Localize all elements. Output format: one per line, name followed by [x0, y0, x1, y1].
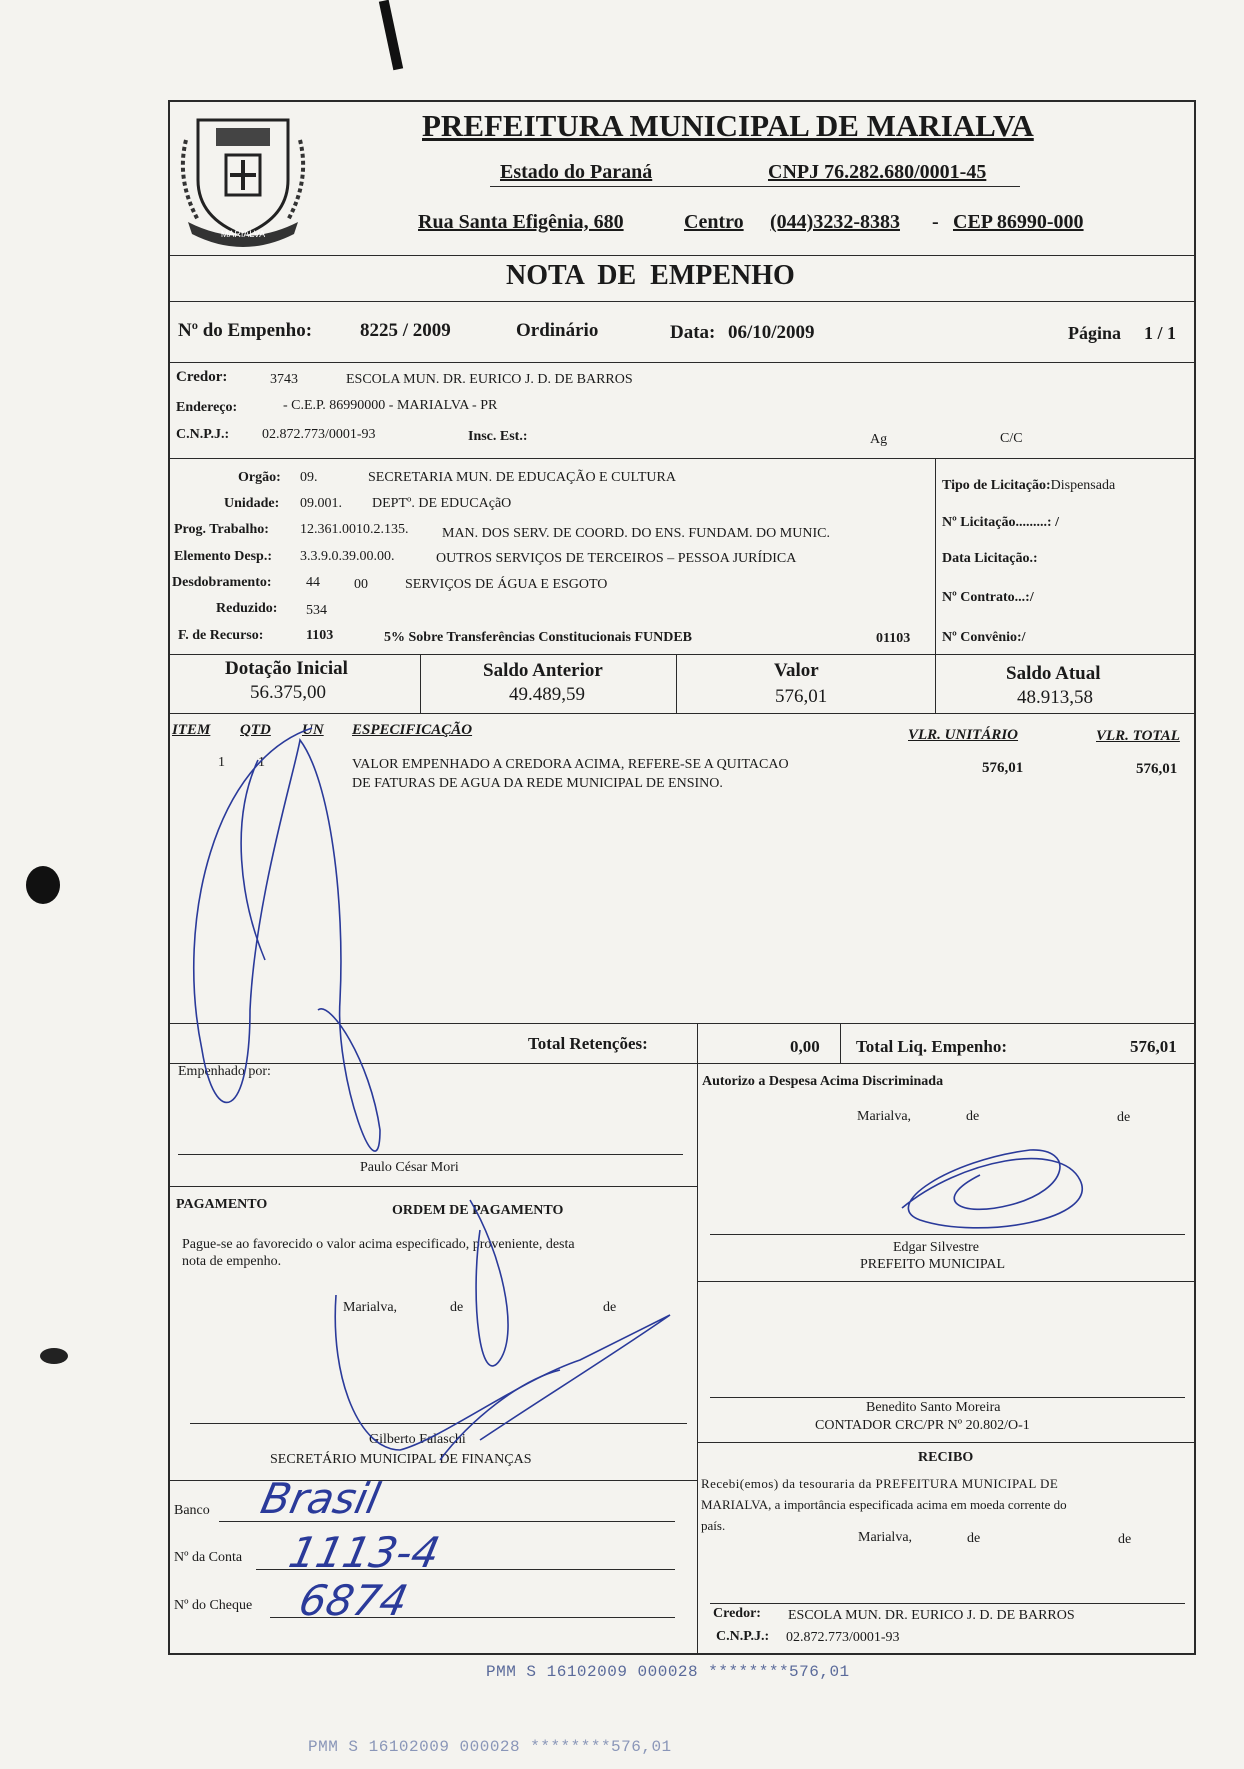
col-un: UN — [302, 722, 324, 738]
empenhado-label: Empenhado por: — [178, 1064, 271, 1079]
unidade-name: DEPTº. DE EDUCAçãO — [372, 496, 512, 511]
header-district: Centro — [684, 211, 744, 233]
valor-value: 576,01 — [775, 686, 828, 707]
retencoes-value: 0,00 — [790, 1037, 820, 1056]
ordem-pagamento-label: ORDEM DE PAGAMENTO — [392, 1203, 564, 1218]
cc-label: C/C — [1000, 431, 1023, 446]
header-phone: (044)3232-8383 — [770, 211, 900, 233]
pagamento-de1: de — [450, 1300, 464, 1315]
recibo-cnpj-label: C.N.P.J.: — [716, 1629, 770, 1644]
header-dash: - — [932, 211, 939, 233]
prog-name: MAN. DOS SERV. DE COORD. DO ENS. FUNDAM. DO MUNIC. — [442, 526, 830, 541]
empenho-number-label: Nº do Empenho: — [178, 320, 313, 341]
orgao-name: SECRETARIA MUN. DE EDUCAÇÃO E CULTURA — [368, 470, 676, 485]
recibo-city: Marialva, — [858, 1530, 913, 1545]
punch-hole — [26, 866, 60, 904]
secretario-role: SECRETÁRIO MUNICIPAL DE FINANÇAS — [270, 1452, 532, 1467]
recibo-de2: de — [1118, 1532, 1132, 1547]
elemento-code: 3.3.9.0.39.00.00. — [300, 549, 395, 564]
autorizo-label: Autorizo a Despesa Acima Discriminada — [702, 1074, 944, 1089]
scan-mark — [379, 0, 403, 70]
item-description-line1: VALOR EMPENHADO A CREDORA ACIMA, REFERE-SE A QUITACAO — [352, 757, 789, 772]
desdobramento-code: 44 — [306, 575, 320, 590]
empenho-date: 06/10/2009 — [728, 322, 815, 343]
col-qtd: QTD — [240, 722, 271, 738]
secretario-name: Gilberto Falaschi — [369, 1432, 466, 1447]
desdobramento-label: Desdobramento: — [172, 575, 272, 590]
desdobramento-sub: 00 — [354, 577, 368, 592]
recurso-code2: 01103 — [876, 631, 911, 646]
elemento-label: Elemento Desp.: — [174, 549, 272, 564]
reduzido-label: Reduzido: — [216, 601, 278, 616]
payment-stamp: PMM S 16102009 000028 ********576,01 — [486, 1663, 850, 1681]
contador-name: Benedito Santo Moreira — [866, 1400, 1001, 1415]
col-vlr-unitario: VLR. UNITÁRIO — [908, 727, 1019, 743]
clip-mark — [40, 1348, 68, 1364]
page-number: 1 / 1 — [1144, 323, 1177, 343]
conta-value: 1113-4 — [284, 1528, 444, 1577]
header-cnpj: CNPJ 76.282.680/0001-45 — [768, 161, 987, 183]
municipal-seal-icon — [168, 100, 318, 250]
dotacao-label: Dotação Inicial — [225, 658, 348, 679]
recibo-credor-label: Credor: — [713, 1606, 761, 1621]
recibo-credor-name: ESCOLA MUN. DR. EURICO J. D. DE BARROS — [788, 1608, 1075, 1623]
recibo-cnpj-value: 02.872.773/0001-93 — [786, 1630, 900, 1645]
licitacao-tipo — [942, 478, 1115, 494]
credor-label: Credor: — [176, 369, 228, 385]
page-title: PREFEITURA MUNICIPAL DE MARIALVA — [422, 108, 1034, 143]
credor-address: - C.E.P. 86990000 - MARIALVA - PR — [283, 398, 498, 413]
col-especificacao: ESPECIFICAÇÃO — [352, 722, 473, 738]
credor-code: 3743 — [270, 372, 298, 387]
credor-cnpj: 02.872.773/0001-93 — [262, 427, 376, 442]
endereco-label: Endereço: — [176, 400, 238, 415]
col-item: ITEM — [172, 722, 211, 738]
saldo-atual-value: 48.913,58 — [1017, 687, 1093, 708]
valor-label: Valor — [774, 660, 819, 681]
autorizo-de2: de — [1117, 1110, 1131, 1125]
recurso-code: 1103 — [306, 628, 334, 643]
elemento-name: OUTROS SERVIÇOS DE TERCEIROS – PESSOA JURÍDICA — [436, 551, 797, 566]
pagamento-text-line2: nota de empenho. — [182, 1254, 282, 1269]
item-description-line2: DE FATURAS DE AGUA DA REDE MUNICIPAL DE ENSINO. — [352, 776, 723, 791]
contrato-numero: Nº Contrato...:/ — [942, 590, 1034, 605]
saldo-anterior-value: 49.489,59 — [509, 684, 585, 705]
header-cep: CEP 86990-000 — [953, 211, 1084, 233]
autorizo-city: Marialva, — [857, 1109, 912, 1124]
state-label: Estado do Paraná — [500, 161, 653, 183]
saldo-atual-label: Saldo Atual — [1006, 663, 1101, 684]
conta-label: Nº da Conta — [174, 1550, 243, 1565]
liq-empenho-label: Total Liq. Empenho: — [856, 1037, 1007, 1056]
pagamento-label: PAGAMENTO — [176, 1197, 268, 1212]
header-address: Rua Santa Efigênia, 680 — [418, 211, 624, 233]
banco-label: Banco — [174, 1503, 210, 1518]
licitacao-data: Data Licitação.: — [942, 551, 1038, 566]
dotacao-value: 56.375,00 — [250, 682, 326, 703]
insc-label: Insc. Est.: — [468, 429, 528, 444]
licitacao-numero: Nº Licitação.........: / — [942, 515, 1059, 530]
liq-empenho-value: 576,01 — [1130, 1037, 1177, 1056]
orgao-label: Orgão: — [238, 470, 281, 485]
orgao-code: 09. — [300, 470, 318, 485]
licitacao-tipo-value: Dispensada — [1050, 478, 1116, 493]
empenho-number: 8225 / 2009 — [360, 320, 451, 341]
desdobramento-name: SERVIÇOS DE ÁGUA E ESGOTO — [405, 577, 608, 592]
item-number: 1 — [218, 755, 225, 770]
page-label: Página — [1068, 323, 1122, 343]
recurso-label: F. de Recurso: — [178, 628, 264, 643]
reduzido-value: 534 — [306, 603, 327, 618]
prefeito-name: Edgar Silvestre — [893, 1240, 979, 1255]
pagamento-de2: de — [603, 1300, 617, 1315]
recibo-text-line3: país. — [701, 1518, 726, 1533]
empenho-type: Ordinário — [516, 320, 599, 341]
saldo-anterior-label: Saldo Anterior — [483, 660, 603, 681]
payment-stamp-faded: PMM S 16102009 000028 ********576,01 — [308, 1738, 672, 1756]
cheque-value: 6874 — [294, 1576, 413, 1625]
autorizo-de1: de — [966, 1109, 980, 1124]
pagamento-city: Marialva, — [343, 1300, 398, 1315]
licitacao-tipo-label: Tipo de Licitação: — [942, 478, 1051, 493]
convenio-numero: Nº Convênio:/ — [942, 630, 1026, 645]
document-title: NOTA DE EMPENHO — [506, 260, 795, 291]
ag-label: Ag — [870, 432, 888, 447]
empenho-date-label: Data: — [670, 322, 716, 343]
credor-cnpj-label: C.N.P.J.: — [176, 427, 230, 442]
empenhado-name: Paulo César Mori — [360, 1160, 459, 1175]
item-qtd: 1 — [258, 755, 265, 770]
recurso-name: 5% Sobre Transferências Constitucionais FUNDEB — [384, 630, 693, 645]
recibo-title: RECIBO — [918, 1450, 974, 1465]
contador-role: CONTADOR CRC/PR Nº 20.802/O-1 — [815, 1418, 1030, 1433]
retencoes-label: Total Retenções: — [528, 1034, 648, 1053]
credor-name: ESCOLA MUN. DR. EURICO J. D. DE BARROS — [346, 372, 633, 387]
item-vlr-total: 576,01 — [1136, 761, 1178, 777]
prog-code: 12.361.0010.2.135. — [300, 522, 409, 537]
unidade-code: 09.001. — [300, 496, 342, 511]
cheque-label: Nº do Cheque — [174, 1598, 253, 1613]
recibo-text-line1: Recebi(emos) da tesouraria da PREFEITURA MUNICIPAL DE — [701, 1476, 1059, 1491]
pagamento-text-line1: Pague-se ao favorecido o valor acima especificado, proveniente, desta — [182, 1237, 575, 1252]
recibo-de1: de — [967, 1531, 981, 1546]
recibo-text-line2: MARIALVA, a importância especificada acima em moeda corrente do — [701, 1497, 1067, 1512]
prog-label: Prog. Trabalho: — [174, 522, 269, 537]
banco-value: Brasil — [256, 1474, 385, 1523]
unidade-label: Unidade: — [224, 496, 280, 511]
item-vlr-unitario: 576,01 — [982, 760, 1024, 776]
col-vlr-total: VLR. TOTAL — [1096, 728, 1180, 744]
prefeito-role: PREFEITO MUNICIPAL — [860, 1257, 1006, 1272]
seal-text: MARIALVA — [220, 229, 266, 239]
